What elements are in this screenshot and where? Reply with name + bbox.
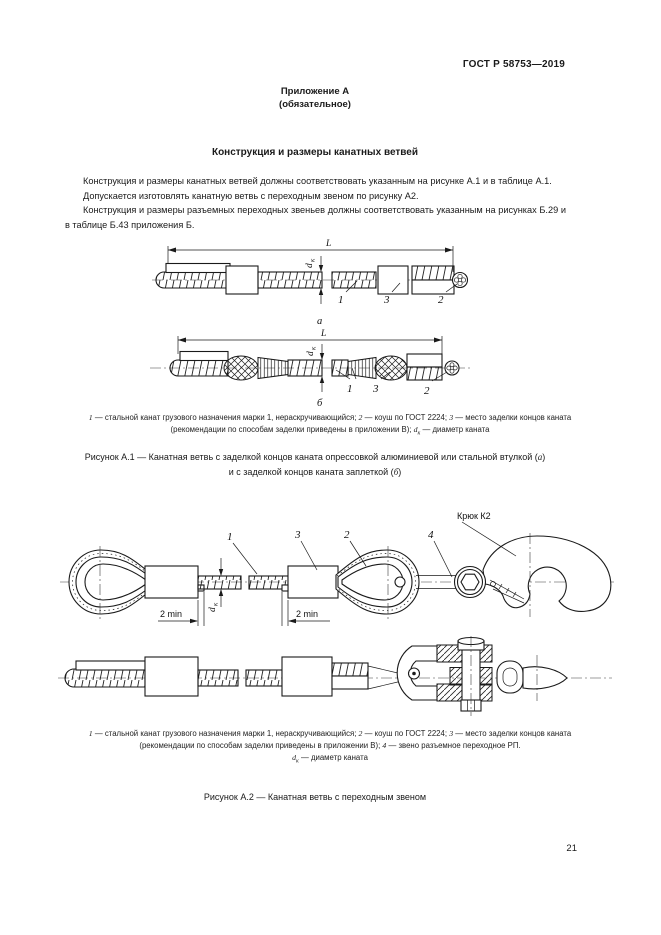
footnote-text: — стальной канат грузового назначения марки 1, нераскручивающийся; xyxy=(92,413,359,422)
page-number: 21 xyxy=(566,843,577,854)
footnote-text: — диаметр каната xyxy=(420,425,490,434)
callout-2: 2 xyxy=(438,294,444,306)
splice-left xyxy=(224,356,258,380)
figure-a1-drawing-b xyxy=(145,328,475,412)
ferrule-left xyxy=(145,657,198,696)
appendix-title: Приложение А xyxy=(280,86,350,97)
caption-sub-a: а xyxy=(537,452,543,462)
link-pin xyxy=(395,577,405,587)
figure-a2-drawing-upper xyxy=(55,500,617,635)
footnote-ref-2: 2 xyxy=(358,729,363,738)
callout-3: 3 xyxy=(295,529,301,541)
hook-label: Крюк К2 xyxy=(457,511,491,521)
dim-length-label: L xyxy=(326,239,332,249)
footnote-text: — диаметр каната xyxy=(298,753,368,762)
footnote-ref-4: 4 xyxy=(382,741,387,750)
body-text xyxy=(65,174,566,232)
caption-text: Рисунок А.1 — Канатная ветвь с заделкой концов каната опрессовкой алюминиевой или стальной втулкой ( xyxy=(84,452,538,462)
footnote-ref-3: 3 xyxy=(449,413,454,422)
footnote-text: — коуш по ГОСТ 2224; xyxy=(362,413,450,422)
dim-dk-label: d xyxy=(306,351,316,356)
sleeve-left xyxy=(226,266,258,294)
footnote-text: — место заделки концов каната (рекомендации по способам заделки приведены в приложении В); xyxy=(139,729,572,750)
callout-3: 3 xyxy=(373,383,379,395)
chain-link xyxy=(497,661,523,693)
paragraph-1: Конструкция и размеры канатных ветвей должны соответствовать указанным на рисунке А.1 и в таблице А.1. xyxy=(83,176,552,186)
caption-text: и с заделкой концов каната заплеткой ( xyxy=(228,467,394,477)
dim-dk-sub: к xyxy=(309,346,318,350)
callout-4: 4 xyxy=(428,529,434,541)
figure-a2-footnote xyxy=(70,728,590,768)
footnote-ref-3: 3 xyxy=(449,729,454,738)
callout-1: 1 xyxy=(338,294,344,306)
appendix-type: (обязательное) xyxy=(279,99,351,110)
footnote-text: — коуш по ГОСТ 2224; xyxy=(362,729,450,738)
dim-dk-label: d xyxy=(208,607,218,612)
footnote-ref-2: 2 xyxy=(358,413,363,422)
figure-a2-drawing-lower xyxy=(55,638,615,733)
splice-right xyxy=(375,356,407,380)
dim-2min-left: 2 min xyxy=(160,609,183,619)
link-end xyxy=(523,667,567,689)
paragraph-3: Конструкция и размеры разъемных переходных звеньев должны соответствовать указанным на рисунках Б.29 и в таблице Б.43 приложения Б. xyxy=(65,205,566,230)
callout-2: 2 xyxy=(344,529,350,541)
footnote-dk: d xyxy=(292,753,296,762)
sub-label-a: а xyxy=(317,316,323,327)
footnote-ref-1: 1 xyxy=(88,413,93,422)
caption-sub-b: б xyxy=(393,467,399,477)
footnote-dk-sub: к xyxy=(296,758,299,765)
dim-dk-sub: к xyxy=(211,602,220,606)
sub-label-b: б xyxy=(317,398,323,409)
callout-2: 2 xyxy=(424,385,430,397)
footnote-dk: d xyxy=(413,425,418,434)
footnote-text: — стальной канат грузового назначения марки 1, нераскручивающийся; xyxy=(92,729,359,738)
callout-3: 3 xyxy=(384,294,390,306)
footnote-text: — место заделки концов каната (рекомендации по способам заделки приведены в приложении В); xyxy=(170,413,572,434)
ferrule-right xyxy=(288,566,338,598)
dim-length-label: L xyxy=(321,329,327,339)
callout-1: 1 xyxy=(227,531,233,543)
dim-dk-label: d xyxy=(305,263,315,268)
footnote-text: — звено разъемное переходное РП. xyxy=(386,741,521,750)
ferrule-right xyxy=(282,657,332,696)
figure-a1-drawing-a xyxy=(150,234,475,329)
paragraph-2: Допускается изготовлять канатную ветвь с переходным звеном по рисунку А2. xyxy=(83,190,419,201)
dim-dk-sub: к xyxy=(308,258,317,262)
callout-1: 1 xyxy=(347,383,353,395)
sleeve-right xyxy=(378,266,408,294)
appendix-header xyxy=(65,85,565,111)
footnote-dk-sub: к xyxy=(417,430,421,437)
caption-text: ) xyxy=(542,452,546,462)
figure-a2-caption: Рисунок А.2 — Канатная ветвь с переходным звеном xyxy=(203,792,427,802)
section-heading: Конструкция и размеры канатных ветвей xyxy=(211,147,419,158)
standard-reference: ГОСТ Р 58753—2019 xyxy=(462,59,565,70)
ferrule-left xyxy=(145,566,198,598)
dim-2min-right: 2 min xyxy=(296,609,319,619)
figure-a1-footnote xyxy=(70,412,590,440)
caption-text: ) xyxy=(398,467,402,477)
footnote-ref-1: 1 xyxy=(88,729,93,738)
figure-a1-caption xyxy=(65,450,565,480)
